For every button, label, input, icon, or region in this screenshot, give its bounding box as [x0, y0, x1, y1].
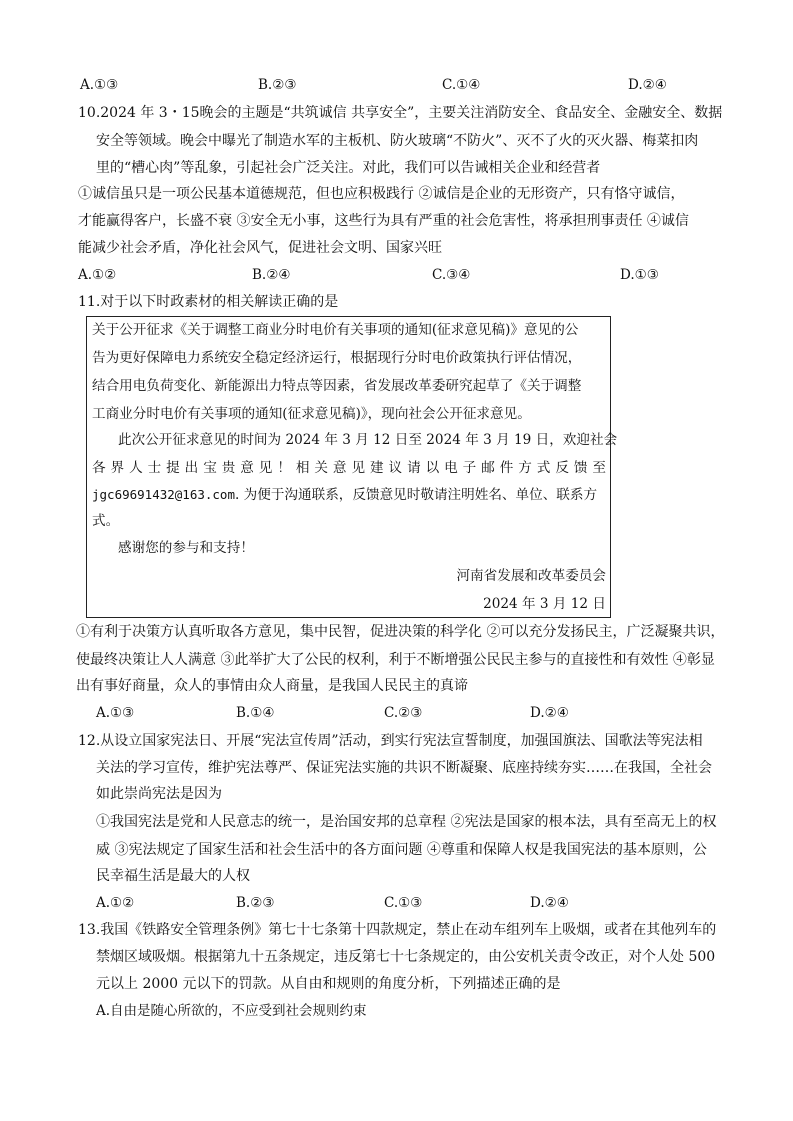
- q10-stem-line-1: 10.2024 年 3・15晚会的主题是“共筑诚信 共享安全”，主要关注消防安全、食品安全、金融安全、数据: [78, 105, 723, 121]
- notice-signature: 河南省发展和改革委员会: [456, 568, 606, 584]
- q11-statements-line-1: ①有利于决策方认真听取各方意见，集中民智，促进决策的科学化 ②可以充分发扬民主，广泛凝聚共识，: [76, 624, 725, 640]
- q13-option-a: A.自由是随心所欲的，不应受到社会规则约束: [96, 1003, 367, 1019]
- q11-option-a: A.①③: [96, 705, 135, 721]
- q9-option-a: A.①③: [80, 77, 119, 93]
- notice-para2-line-1: 此次公开征求意见的时间为 2024 年 3 月 12 日至 2024 年 3 月 19 日，欢迎社会: [118, 432, 618, 448]
- q12-statements-line-1: ①我国宪法是党和人民意志的统一，是治国安邦的总章程 ②宪法是国家的根本法，具有至高无上的权: [96, 814, 717, 830]
- q9-option-b: B.②③: [258, 77, 297, 93]
- q10-stem-line-3: 里的“槽心肉”等乱象，引起社会广泛关注。对此，我们可以告诫相关企业和经营者: [96, 160, 601, 176]
- notice-para1-line-4: 工商业分时电价有关事项的通知(征求意见稿)》，现向社会公开征求意见。: [92, 406, 531, 422]
- q10-option-d: D.①③: [620, 267, 659, 283]
- notice-thanks: 感谢您的参与和支持！: [118, 540, 254, 556]
- q13-stem-line-3: 元以上 2000 元以下的罚款。从自由和规则的角度分析，下列描述正确的是: [96, 976, 561, 992]
- q10-option-c: C.③④: [432, 267, 471, 283]
- notice-date: 2024 年 3 月 12 日: [483, 596, 606, 612]
- q10-statements-line-2: 才能赢得客户，长盛不衰 ③安全无小事，这些行为具有严重的社会危害性，将承担刑事责任 ④诚信: [78, 213, 689, 229]
- q10-option-b: B.②④: [252, 267, 291, 283]
- notice-para1-line-3: 结合用电负荷变化、新能源出力特点等因素，省发展改革委研究起草了《关于调整: [92, 378, 582, 394]
- q9-option-c: C.①④: [442, 77, 481, 93]
- q9-option-d: D.②④: [628, 77, 667, 93]
- q13-stem-line-1: 13.我国《铁路安全管理条例》第七十七条第十四款规定，禁止在动车组列车上吸烟，或者在其他列车的: [78, 922, 717, 938]
- notice-para2-line-3-rest: . 为便于沟通联系，反馈意见时敬请注明姓名、单位、联系方: [235, 487, 598, 503]
- q11-statements-line-2: 使最终决策让人人满意 ③此举扩大了公民的权利，利于不断增强公民民主参与的直接性和有效性 ④彰显: [76, 652, 715, 668]
- q13-stem-line-2: 禁烟区域吸烟。根据第九十五条规定，违反第七十七条规定的，由公安机关责令改正，对个人处 500: [96, 949, 716, 965]
- q11-statements-line-3: 出有事好商量，众人的事情由众人商量，是我国人民民主的真谛: [76, 678, 468, 694]
- q10-option-a: A.①②: [78, 267, 117, 283]
- q12-option-b: B.②③: [236, 895, 275, 911]
- q10-stem-line-2: 安全等领域。晚会中曝光了制造水军的主板机、防火玻璃“不防火”、灭不了火的灭火器、梅菜扣肉: [96, 133, 699, 149]
- notice-para1-line-2: 告为更好保障电力系统安全稳定经济运行，根据现行分时电价政策执行评估情况，: [92, 350, 582, 366]
- q11-option-b: B.①④: [236, 705, 275, 721]
- q12-statements-line-3: 民幸福生活是最大的人权: [96, 868, 250, 884]
- notice-para2-line-4: 式。: [92, 513, 120, 529]
- q12-stem-line-3: 如此崇尚宪法是因为: [96, 786, 222, 802]
- q11-option-c: C.②③: [384, 705, 423, 721]
- q12-stem-line-2: 关法的学习宣传，维护宪法尊严、保证宪法实施的共识不断凝聚、底座持续夯实……在我国，全社会: [96, 760, 712, 776]
- q10-statements-line-3: 能减少社会矛盾，净化社会风气，促进社会文明、国家兴旺: [78, 240, 442, 256]
- q11-option-d: D.②④: [530, 705, 569, 721]
- q12-option-c: C.①③: [384, 895, 423, 911]
- q12-option-d: D.②④: [530, 895, 569, 911]
- q12-statements-line-2: 威 ③宪法规定了国家生活和社会生活中的各方面问题 ④尊重和保障人权是我国宪法的基本原则，公: [96, 842, 707, 858]
- q12-stem-line-1: 12.从设立国家宪法日、开展“宪法宣传周”活动，到实行宪法宣誓制度，加强国旗法、国歌法等宪法相: [78, 733, 703, 749]
- notice-para2-line-3: [92, 485, 597, 505]
- q10-statements-line-1: ①诚信虽只是一项公民基本道德规范，但也应积极践行 ②诚信是企业的无形资产，只有恪守诚信，: [78, 186, 685, 202]
- notice-para2-line-2: 各界人士提出宝贵意见！相关意见建议请以电子邮件方式反馈至: [92, 460, 606, 476]
- notice-para1-line-1: 关于公开征求《关于调整工商业分时电价有关事项的通知(征求意见稿)》意见的公: [92, 322, 579, 338]
- q11-stem: 11.对于以下时政素材的相关解读正确的是: [78, 294, 339, 310]
- q12-option-a: A.①②: [96, 895, 135, 911]
- notice-email: jgc69691432@163.com: [92, 487, 235, 502]
